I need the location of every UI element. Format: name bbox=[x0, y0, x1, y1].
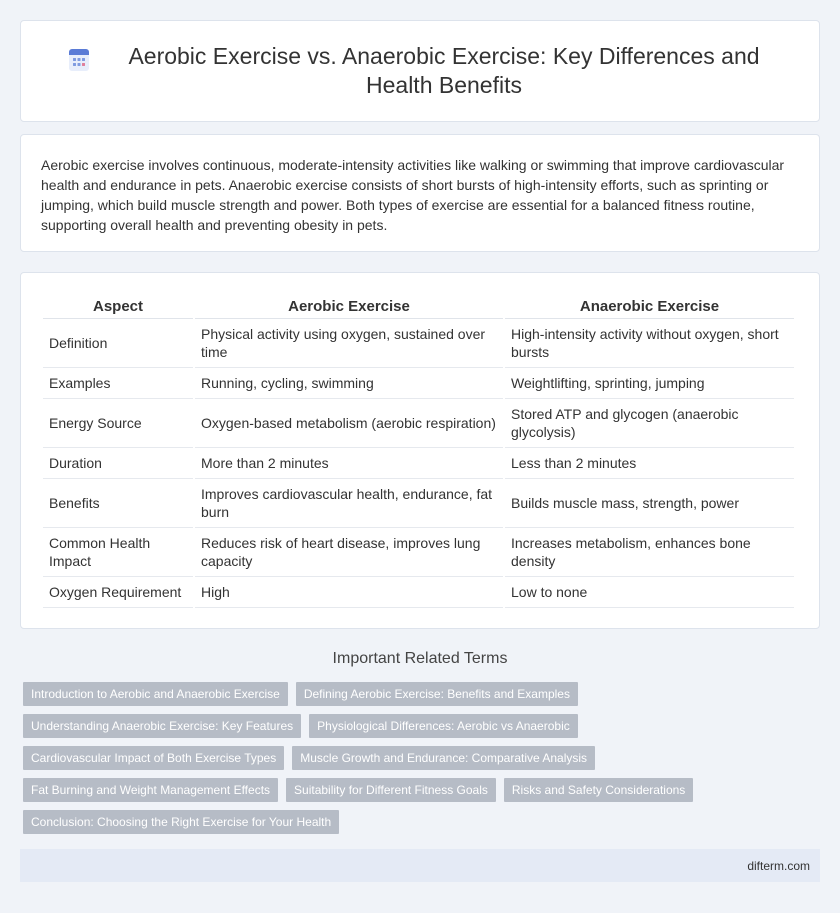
related-term-tag[interactable]: Fat Burning and Weight Management Effects bbox=[23, 778, 278, 802]
table-cell: Reduces risk of heart disease, improves lung capacity bbox=[195, 528, 503, 577]
table-header-row bbox=[43, 295, 794, 319]
related-term-tag[interactable]: Conclusion: Choosing the Right Exercise for Your Health bbox=[23, 810, 339, 834]
intro-card bbox=[20, 134, 820, 252]
related-term-tag[interactable]: Risks and Safety Considerations bbox=[504, 778, 693, 802]
table-cell: Oxygen-based metabolism (aerobic respiration) bbox=[195, 399, 503, 448]
table-cell: High-intensity activity without oxygen, short bursts bbox=[505, 319, 794, 368]
tag-row bbox=[23, 778, 813, 802]
table-row bbox=[43, 319, 794, 368]
comparison-card bbox=[20, 272, 820, 629]
related-term-tag[interactable]: Introduction to Aerobic and Anaerobic Exercise bbox=[23, 682, 288, 706]
table-cell: Benefits bbox=[43, 479, 193, 528]
footer bbox=[20, 849, 820, 882]
related-terms-title: Important Related Terms bbox=[332, 650, 508, 667]
footer-site-name[interactable]: difterm.com bbox=[747, 858, 810, 873]
table-cell: More than 2 minutes bbox=[195, 448, 503, 479]
tag-row bbox=[23, 682, 813, 706]
intro-text: Aerobic exercise involves continuous, moderate-intensity activities like walking or swimming that improve cardiovascular health and endurance in pets. Anaerobic exercise consists of short bursts of high-intensity efforts, such as sprinting or jumping, which build muscle strength and power. Both types of exercise are essential for a balanced fitness routine, supporting overall health and preventing obesity in pets. bbox=[41, 157, 785, 233]
related-term-tag[interactable]: Physiological Differences: Aerobic vs Anaerobic bbox=[309, 714, 578, 738]
related-terms-list bbox=[23, 682, 813, 842]
table-cell: Builds muscle mass, strength, power bbox=[505, 479, 794, 528]
table-cell: Duration bbox=[43, 448, 193, 479]
table-cell: Increases metabolism, enhances bone density bbox=[505, 528, 794, 577]
header-aspect: Aspect bbox=[43, 295, 193, 319]
related-term-tag[interactable]: Suitability for Different Fitness Goals bbox=[286, 778, 496, 802]
related-term-tag[interactable]: Defining Aerobic Exercise: Benefits and Examples bbox=[296, 682, 578, 706]
table-cell: Stored ATP and glycogen (anaerobic glycolysis) bbox=[505, 399, 794, 448]
table-cell: Weightlifting, sprinting, jumping bbox=[505, 368, 794, 399]
related-term-tag[interactable]: Cardiovascular Impact of Both Exercise Types bbox=[23, 746, 284, 770]
page-title: Aerobic Exercise vs. Anaerobic Exercise: Key Differences and Health Benefits bbox=[128, 43, 760, 98]
table-row bbox=[43, 479, 794, 528]
table-cell: Examples bbox=[43, 368, 193, 399]
comparison-table bbox=[41, 295, 796, 608]
header-inner bbox=[60, 42, 780, 100]
related-term-tag[interactable]: Muscle Growth and Endurance: Comparative Analysis bbox=[292, 746, 595, 770]
table-cell: Definition bbox=[43, 319, 193, 368]
table-cell: High bbox=[195, 577, 503, 608]
tag-row bbox=[23, 714, 813, 738]
table-row bbox=[43, 448, 794, 479]
table-cell: Running, cycling, swimming bbox=[195, 368, 503, 399]
table-cell: Less than 2 minutes bbox=[505, 448, 794, 479]
table-row bbox=[43, 368, 794, 399]
table-row bbox=[43, 577, 794, 608]
table-row bbox=[43, 399, 794, 448]
document-icon bbox=[66, 47, 92, 73]
header-card bbox=[20, 20, 820, 122]
table-cell: Improves cardiovascular health, endurance, fat burn bbox=[195, 479, 503, 528]
tag-row bbox=[23, 810, 813, 834]
table-cell: Energy Source bbox=[43, 399, 193, 448]
header-aerobic: Aerobic Exercise bbox=[195, 295, 503, 319]
tag-row bbox=[23, 746, 813, 770]
table-cell: Physical activity using oxygen, sustained over time bbox=[195, 319, 503, 368]
related-term-tag[interactable]: Understanding Anaerobic Exercise: Key Features bbox=[23, 714, 301, 738]
table-cell: Common Health Impact bbox=[43, 528, 193, 577]
header-anaerobic: Anaerobic Exercise bbox=[505, 295, 794, 319]
table-cell: Low to none bbox=[505, 577, 794, 608]
table-row bbox=[43, 528, 794, 577]
table-cell: Oxygen Requirement bbox=[43, 577, 193, 608]
